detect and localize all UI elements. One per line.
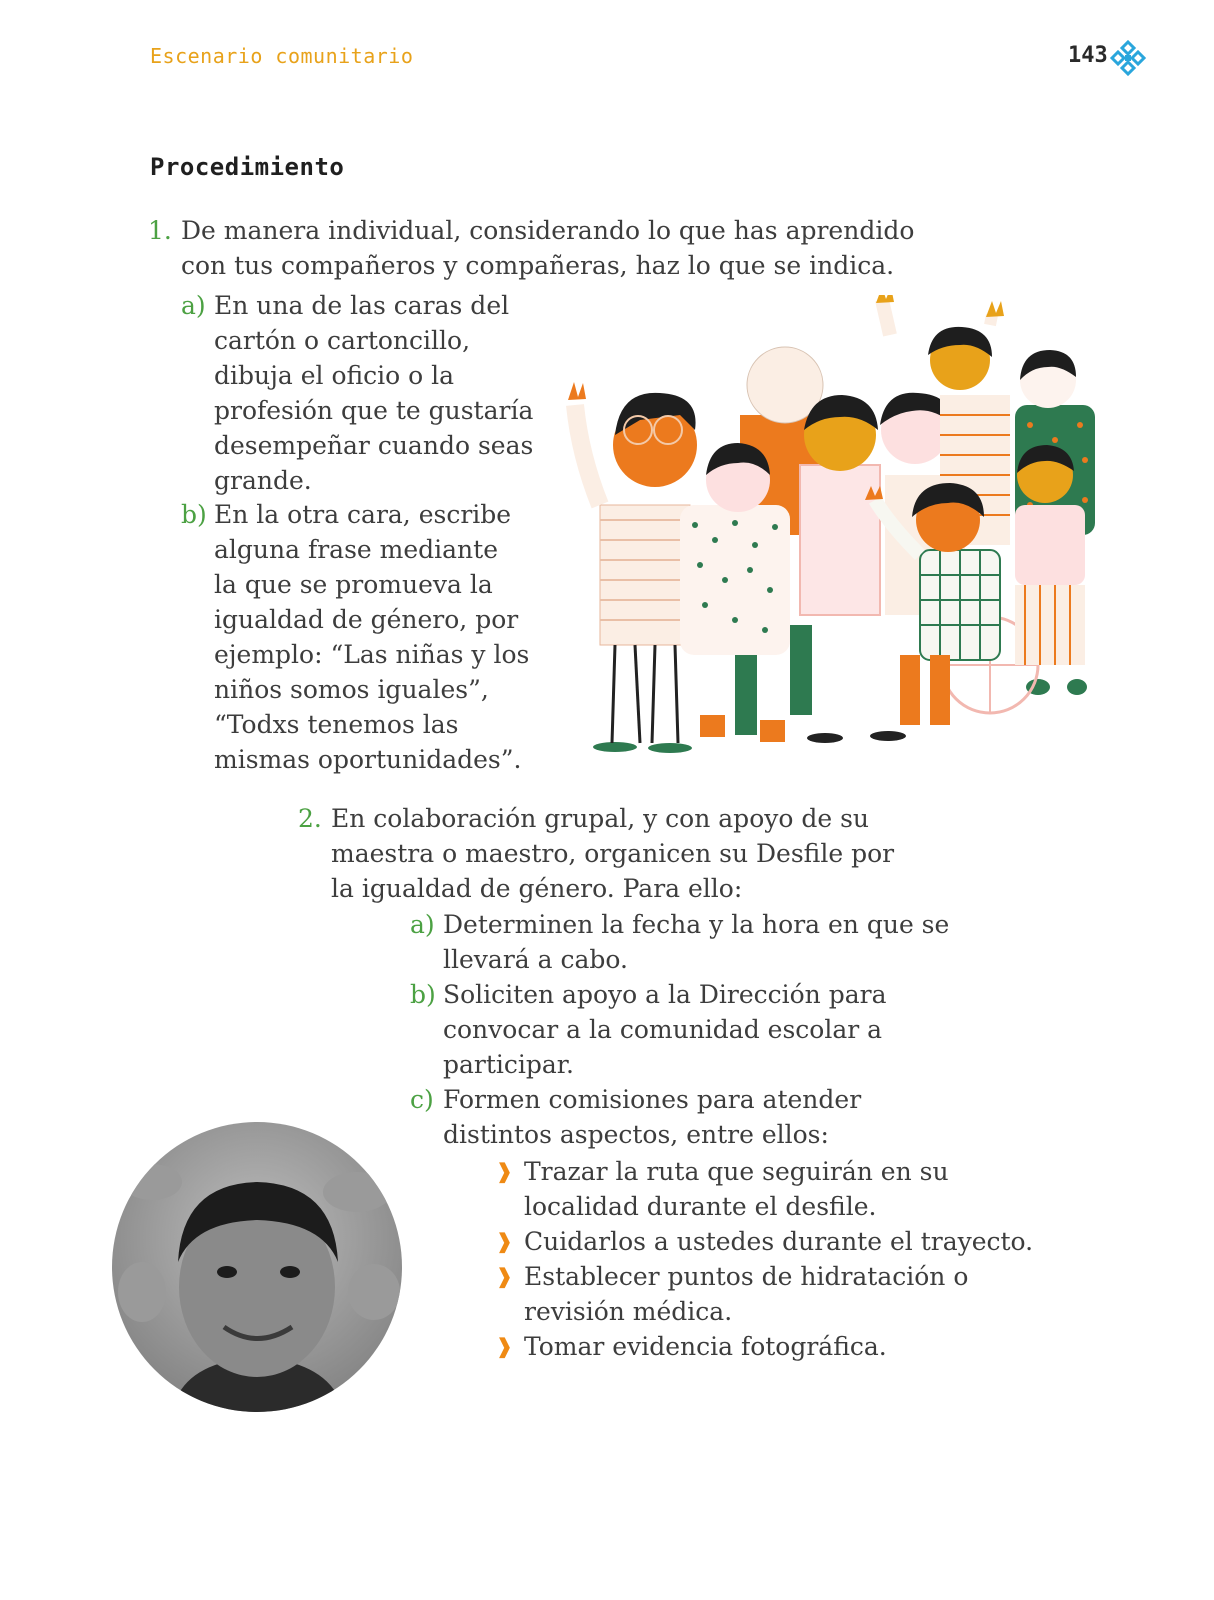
step-2b-line: convocar a la comunidad escolar a (443, 1015, 883, 1044)
step-1a-line: profesión que te gustaría (214, 396, 534, 425)
step-2-line: maestra o maestro, organicen su Desfile por (331, 839, 895, 868)
list-item-line: Cuidarlos a ustedes durante el trayecto. (524, 1227, 1034, 1256)
chevron-right-icon: ❱ (496, 1264, 513, 1288)
step-1b (181, 497, 529, 777)
step-1b-marker: b) (181, 500, 207, 529)
step-1a (181, 288, 533, 498)
step-1a-line: En una de las caras del (214, 291, 510, 320)
step-1a-line: grande. (214, 466, 312, 495)
step-1b-line: En la otra cara, escribe (214, 500, 512, 529)
list-item-line: Tomar evidencia fotográfica. (524, 1332, 887, 1361)
cross-star-logo-icon (1110, 40, 1146, 76)
chevron-right-icon: ❱ (496, 1334, 513, 1358)
bullet-list (496, 1154, 1033, 1364)
step-1b-line: alguna frase mediante (214, 535, 498, 564)
children-group-illustration (560, 295, 1110, 765)
section-title: Procedimiento (150, 153, 345, 181)
list-item (496, 1154, 1033, 1224)
step-2-line: la igualdad de género. Para ello: (331, 874, 743, 903)
step-2b (410, 977, 886, 1082)
chevron-right-icon: ❱ (496, 1159, 513, 1183)
step-2a (410, 907, 949, 977)
list-item-line: Establecer puntos de hidratación o (524, 1262, 969, 1291)
step-1b-line: la que se promueva la (214, 570, 493, 599)
step-1a-line: desempeñar cuando seas (214, 431, 534, 460)
list-item (496, 1259, 1033, 1329)
step-1-line: con tus compañeros y compañeras, haz lo que se indica. (181, 251, 895, 280)
step-2a-line: Determinen la fecha y la hora en que se (443, 910, 950, 939)
step-2c-line: distintos aspectos, entre ellos: (443, 1120, 829, 1149)
step-1-line: De manera individual, considerando lo que has aprendido (181, 216, 915, 245)
step-1b-line: mismas oportunidades”. (214, 745, 522, 774)
step-2-number: 2. (298, 804, 322, 833)
step-1a-marker: a) (181, 291, 206, 320)
list-item (496, 1224, 1033, 1259)
list-item (496, 1329, 1033, 1364)
step-1b-line: igualdad de género, por (214, 605, 519, 634)
step-2b-marker: b) (410, 980, 436, 1009)
step-1b-line: ejemplo: “Las niñas y los (214, 640, 530, 669)
step-1 (148, 213, 914, 283)
step-2a-marker: a) (410, 910, 435, 939)
running-head: Escenario comunitario (150, 44, 414, 68)
list-item-line: Trazar la ruta que seguirán en su (524, 1157, 949, 1186)
step-1a-line: cartón o cartoncillo, (214, 326, 471, 355)
step-2a-line: llevará a cabo. (443, 945, 628, 974)
step-2-line: En colaboración grupal, y con apoyo de su (331, 804, 870, 833)
step-2b-line: Soliciten apoyo a la Dirección para (443, 980, 887, 1009)
step-1b-line: niños somos iguales”, (214, 675, 489, 704)
list-item-line: revisión médica. (524, 1297, 733, 1326)
step-2c-line: Formen comisiones para atender (443, 1085, 862, 1114)
step-1b-line: “Todxs tenemos las (214, 710, 459, 739)
step-1-number: 1. (148, 216, 172, 245)
step-2c-marker: c) (410, 1085, 434, 1114)
chevron-right-icon: ❱ (496, 1229, 513, 1253)
step-2 (298, 801, 894, 906)
step-2c (410, 1082, 861, 1152)
list-item-line: localidad durante el desfile. (524, 1192, 877, 1221)
page-number: 143 (1068, 43, 1108, 68)
step-2b-line: participar. (443, 1050, 574, 1079)
step-1a-line: dibuja el oficio o la (214, 361, 455, 390)
boy-portrait-photo (112, 1122, 402, 1412)
